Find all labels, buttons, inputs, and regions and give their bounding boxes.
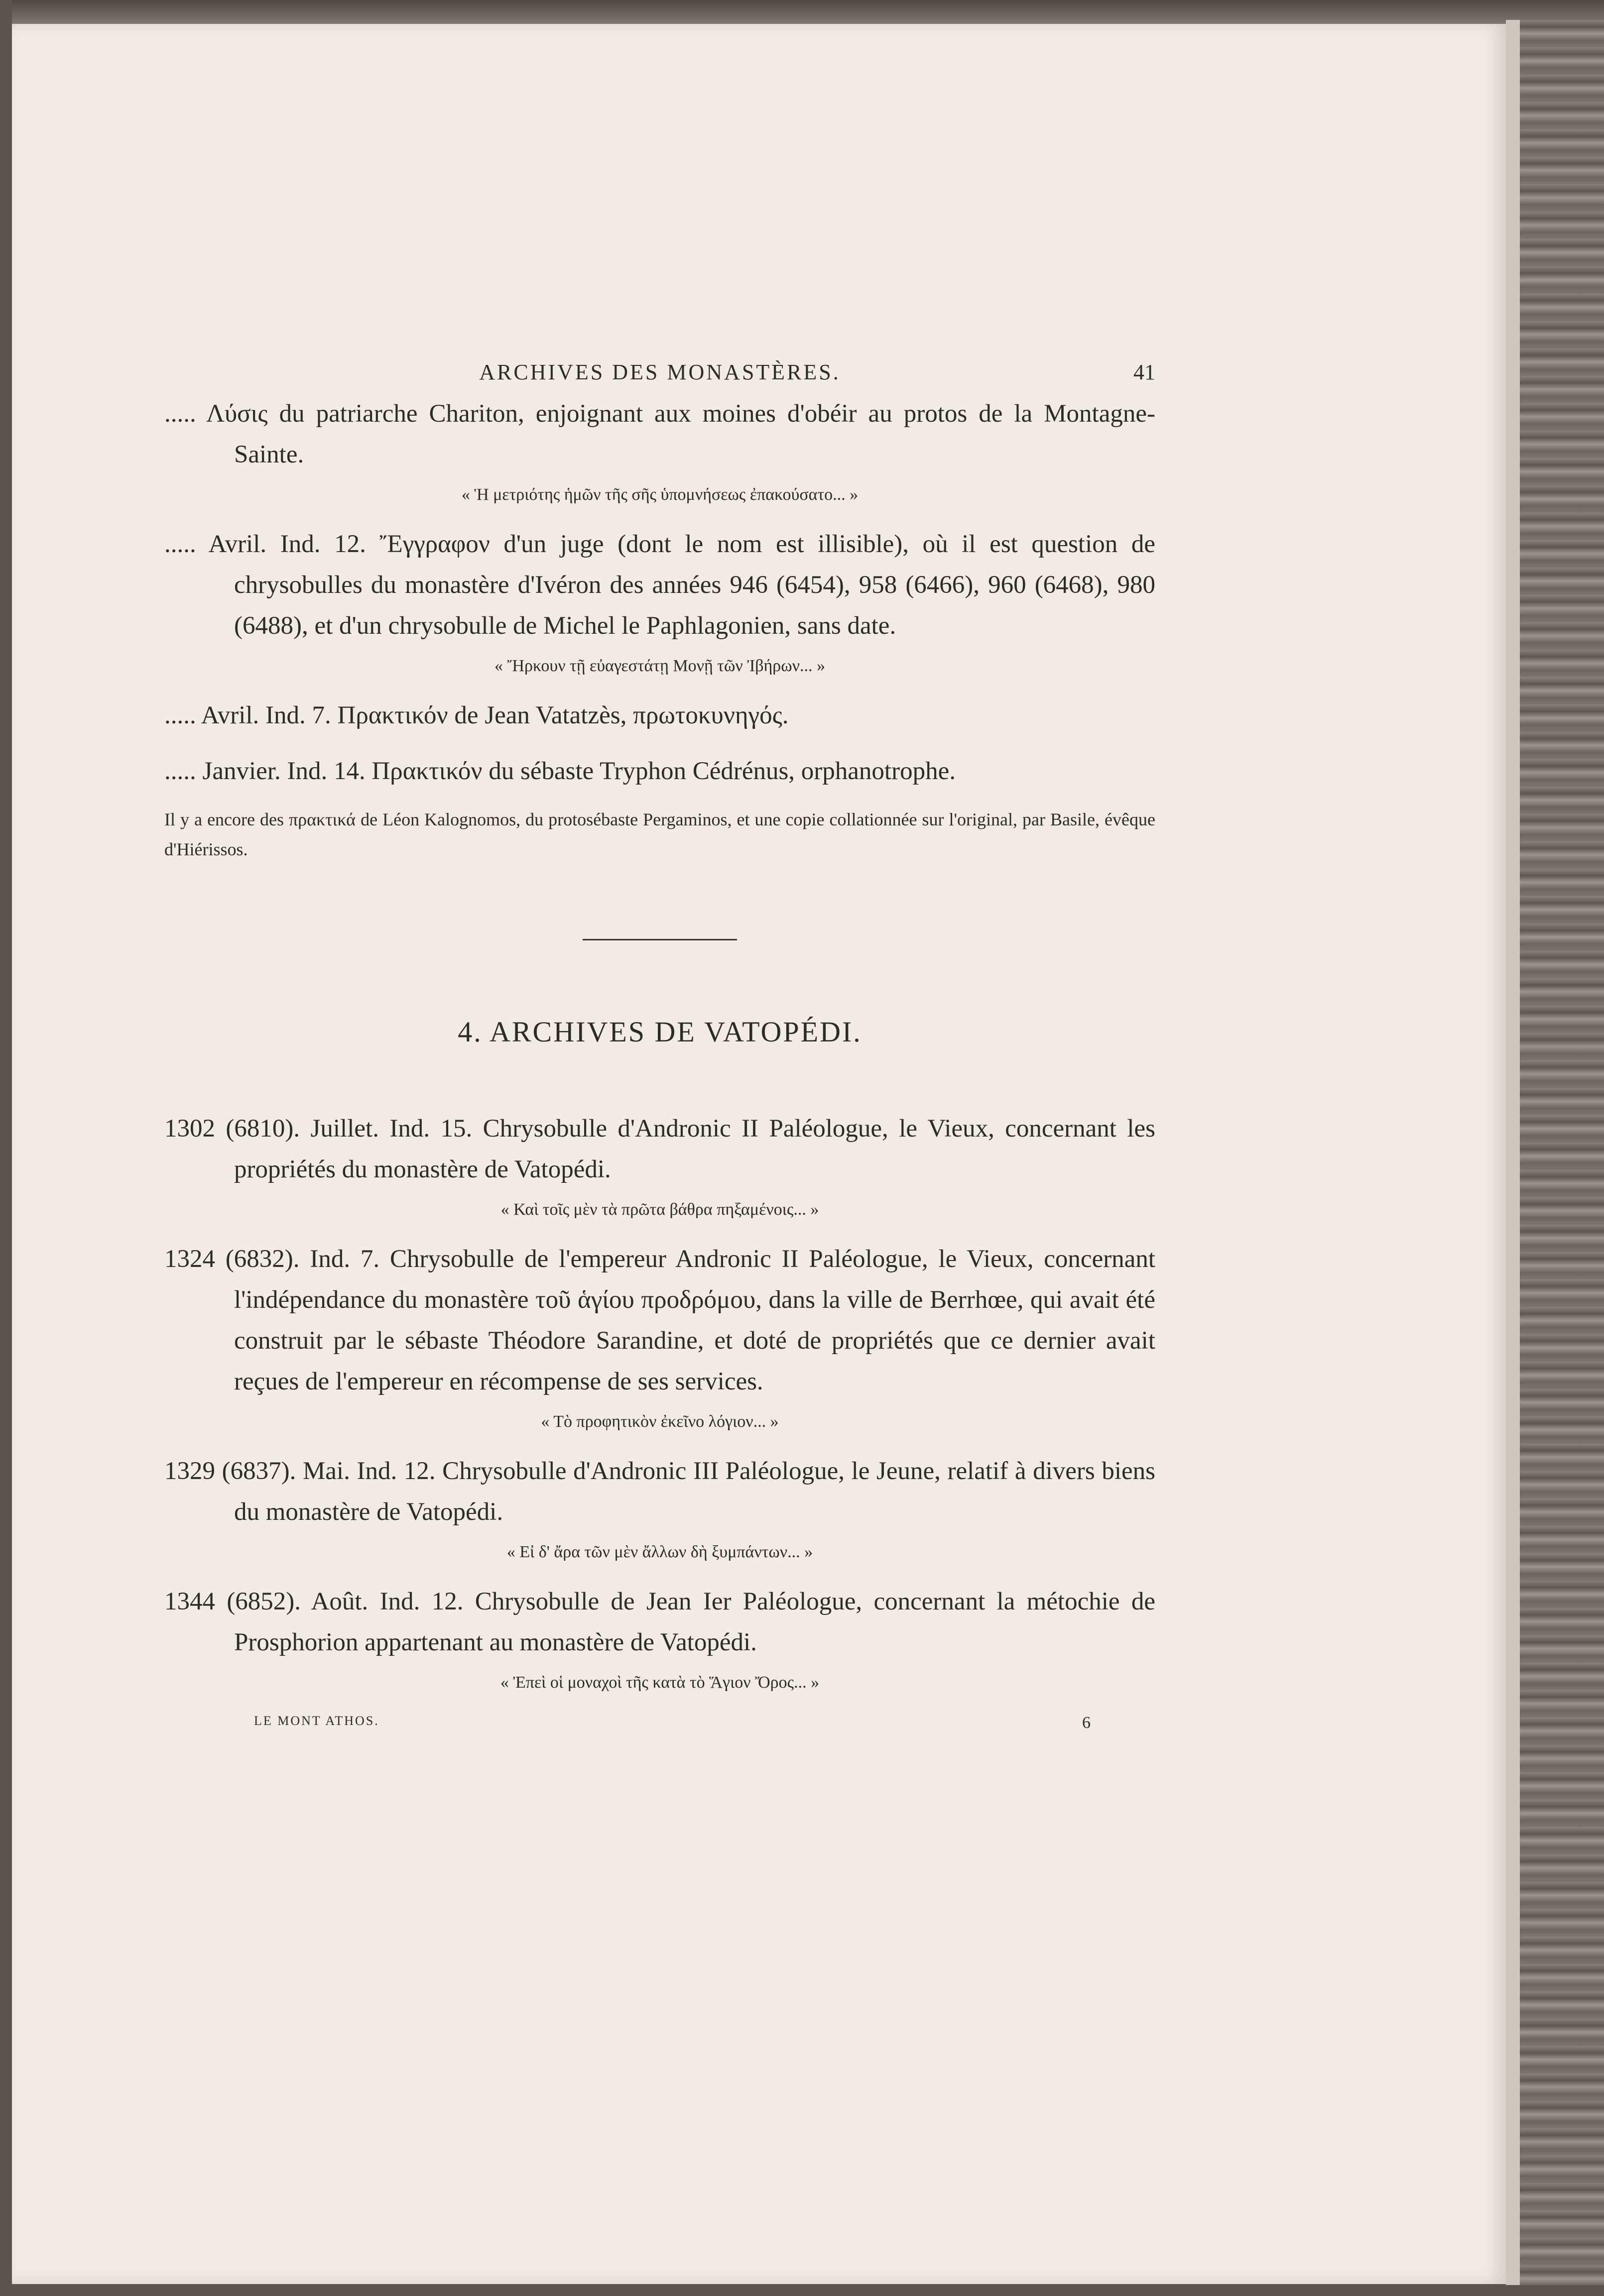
entry-praktikon-vatatzes: ..... Avril. Ind. 7. Πρακτικόν de Jean Vatatzès, πρωτοκυνηγός. <box>164 701 789 729</box>
scan-border-left <box>0 0 12 2296</box>
footer-title: LE MONT ATHOS. <box>254 1714 379 1728</box>
running-title: ARCHIVES DES MONASTÈRES. <box>479 360 841 384</box>
spacer <box>164 736 1155 751</box>
entry-incipit: « Ἐπεὶ οἱ μοναχοὶ τῆς κατὰ τὸ Ἅγιον Ὄρος... » <box>500 1673 820 1692</box>
entry-1329: 1329 (6837). Mai. Ind. 12. Chrysobulle d'Andronic III Paléologue, le Jeune, relatif à divers biens du monastère de Vatopédi. <box>164 1457 1155 1526</box>
page-footer <box>164 1714 1155 1743</box>
entry-incipit: « Τὸ προφητικὸν ἐκεῖνο λόγιον... » <box>541 1412 779 1431</box>
entry-praktikon-cedrenus: ..... Janvier. Ind. 14. Πρακτικόν du sébaste Tryphon Cédrénus, orphanotrophe. <box>164 757 956 785</box>
page-content <box>164 348 1155 1743</box>
entry-1344: 1344 (6852). Août. Ind. 12. Chrysobulle de Jean Ier Paléologue, concernant la métochie de Prosphorion appartenant au monastère de Vatopédi. <box>164 1588 1155 1656</box>
entry-incipit: « Εἰ δ' ἄρα τῶν μὲν ἄλλων δὴ ξυμπάντων... » <box>506 1543 813 1561</box>
entry-incipit: « Ἡ μετριότης ἡμῶν τῆς σῆς ὑπομνήσεως ἐπακούσατο... » <box>461 485 859 504</box>
footnote-praktika: Il y a encore des πρακτικά de Léon Kalognomos, du protosébaste Pergaminos, et une copie collationnée sur l'original, par Basile, évêque d'Hiérissos. <box>164 809 1155 859</box>
entry-1324: 1324 (6832). Ind. 7. Chrysobulle de l'empereur Andronic II Paléologue, le Vieux, concernant l'indépendance du monastère τοῦ ἁγίου προδρόμου, dans la ville de Berrhœe, qui avait été construit par le sébaste Théodore Sarandine, et doté de propriétés que ce dernier avait reçues de l'empereur en récompense de ses services. <box>164 1245 1155 1395</box>
signature-mark: 6 <box>1082 1714 1091 1732</box>
running-head <box>164 348 1155 393</box>
book-edge <box>1506 20 1604 2285</box>
entry-incipit: « Καὶ τοῖς μὲν τὰ πρῶτα βάθρα πηξαμένοις... » <box>500 1200 819 1219</box>
entry-lysis-chariton: ..... Λύσις du patriarche Chariton, enjoignant aux moines d'obéir au protos de la Montagne-Sainte. <box>164 400 1155 468</box>
entry-engraphon-juge: ..... Avril. Ind. 12. Ἔγγραφον d'un juge (dont le nom est illisible), où il est question de chrysobulles du monastère d'Ivéron des années 946 (6454), 958 (6466), 960 (6468), 980 (6488), et d'un chrysobulle de Michel le Paphlagonien, sans date. <box>164 530 1155 640</box>
entry-1302: 1302 (6810). Juillet. Ind. 15. Chrysobulle d'Andronic II Paléologue, le Vieux, concernant les propriétés du monastère de Vatopédi. <box>164 1115 1155 1183</box>
entry-incipit: « Ἤρκουν τῇ εὐαγεστάτῃ Μονῇ τῶν Ἰβήρων... » <box>494 657 825 675</box>
page-number: 41 <box>1133 360 1155 384</box>
section-title: 4. ARCHIVES DE VATOPÉDI. <box>458 1016 862 1048</box>
section-divider <box>583 939 737 940</box>
